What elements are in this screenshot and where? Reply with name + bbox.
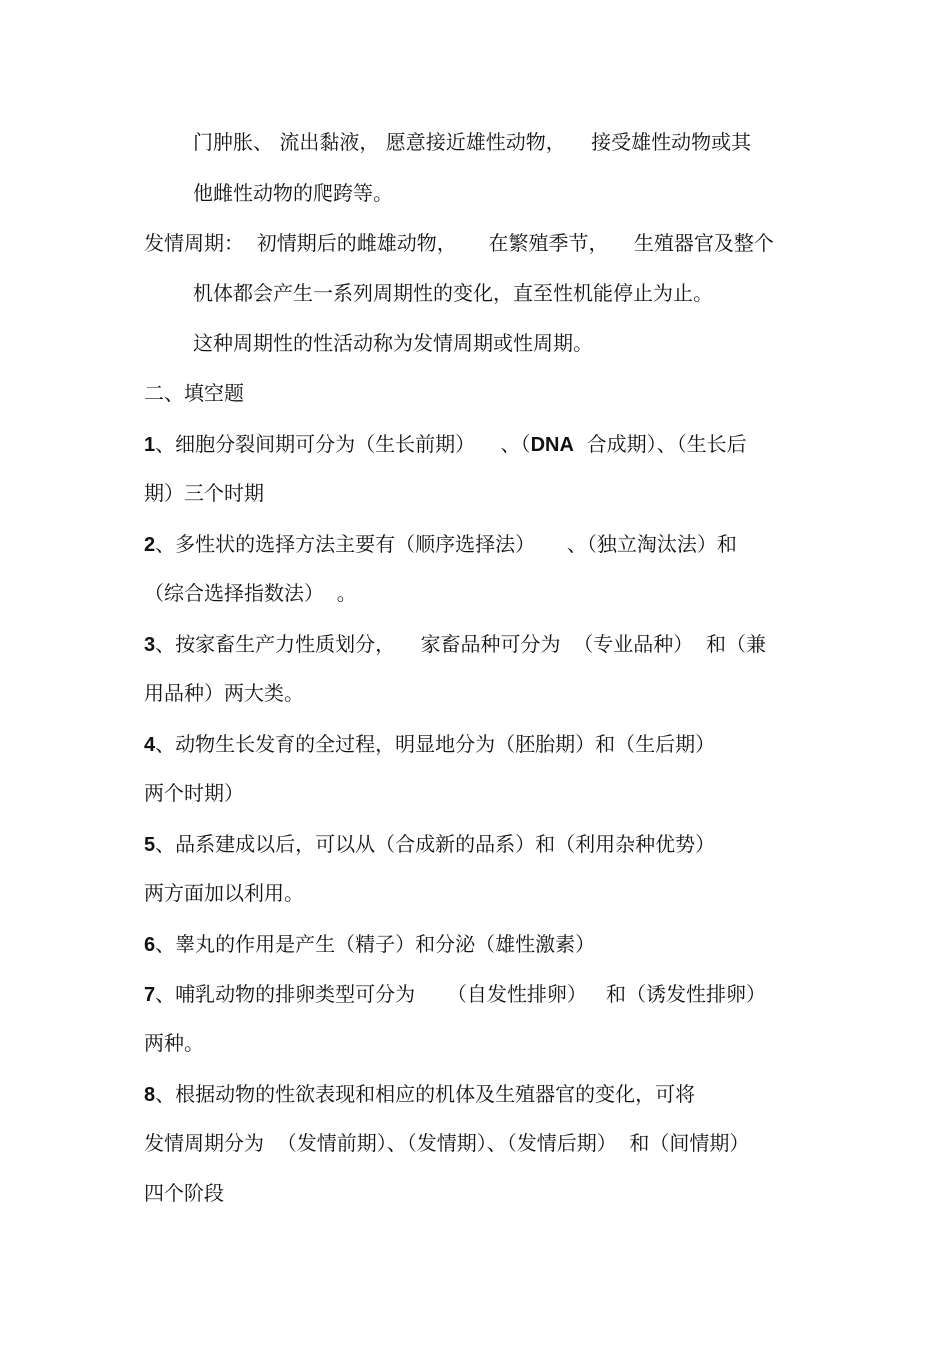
question-6 (144, 930, 595, 959)
definition-line: 发情周期： 初情期后的雌雄动物， 在繁殖季节， 生殖器官及整个 (144, 231, 774, 255)
question-text: 、睾丸的作用是产生（精子）和分泌（雄性激素） (155, 932, 596, 956)
section-heading: 二、填空题 (144, 381, 244, 405)
question-text: 、根据动物的性欲表现和相应的机体及生殖器官的变化，可将 (155, 1082, 696, 1106)
question-text: 、品系建成以后，可以从（合成新的品系）和（利用杂种优势） (155, 832, 716, 856)
question-text: 合成期）、（生长后 (573, 432, 747, 456)
question-number: 3 (144, 634, 156, 656)
text-line: 期）三个时期 (144, 481, 264, 505)
question-3 (144, 630, 766, 659)
text-line: 两种。 (144, 1031, 204, 1055)
question-term: DNA (530, 434, 574, 456)
text-line: 用品种）两大类。 (144, 681, 304, 705)
question-2 (144, 530, 737, 559)
question-number: 1 (144, 434, 156, 456)
question-number: 4 (144, 734, 156, 756)
text-line: （综合选择指数法） 。 (144, 581, 357, 605)
question-4 (144, 730, 715, 759)
question-7 (144, 980, 766, 1009)
question-number: 5 (144, 834, 156, 856)
question-1 (144, 430, 747, 459)
question-number: 8 (144, 1084, 156, 1106)
text-line: 两方面加以利用。 (144, 881, 304, 905)
question-text: 、哺乳动物的排卵类型可分为 （自发性排卵） 和（诱发性排卵） (155, 982, 766, 1006)
text-line: 四个阶段 (144, 1181, 224, 1205)
question-8 (144, 1080, 695, 1109)
question-number: 2 (144, 534, 156, 556)
question-number: 6 (144, 934, 156, 956)
question-text: 、多性状的选择方法主要有（顺序选择法） 、（独立淘汰法）和 (155, 532, 737, 556)
text-line: 机体都会产生一系列周期性的变化，直至性机能停止为止。 (193, 281, 713, 305)
question-text: 、动物生长发育的全过程，明显地分为（胚胎期）和（生后期） (155, 732, 716, 756)
text-line: 这种周期性的性活动称为发情周期或性周期。 (193, 331, 593, 355)
question-5 (144, 830, 715, 859)
text-line: 他雌性动物的爬跨等。 (193, 181, 393, 205)
text-line: 两个时期） (144, 781, 244, 805)
text-line: 门肿胀、 流出黏液， 愿意接近雄性动物， 接受雄性动物或其 (193, 130, 752, 154)
question-text: 、细胞分裂间期可分为（生长前期） 、（ (155, 432, 531, 456)
question-text: 、按家畜生产力性质划分， 家畜品种可分为 （专业品种） 和（兼 (155, 632, 766, 656)
text-line: 发情周期分为 （发情前期）、（发情期）、（发情后期） 和（间情期） (144, 1131, 750, 1155)
question-number: 7 (144, 984, 156, 1006)
